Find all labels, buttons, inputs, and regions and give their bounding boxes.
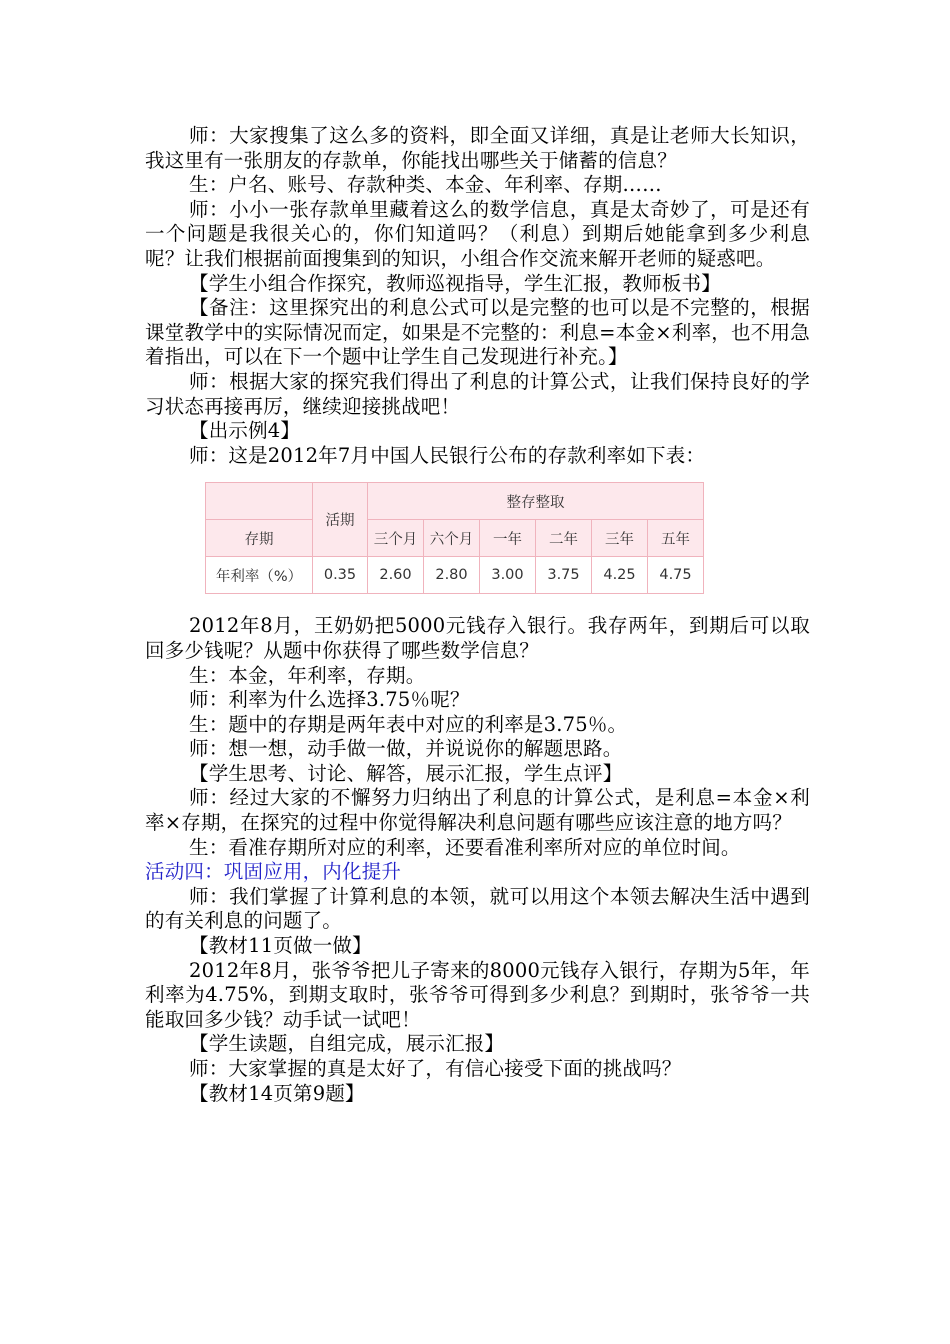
paragraph: 生：看准存期所对应的利率，还要看准利率所对应的单位时间。 (189, 835, 741, 859)
term-label: 存期 (206, 520, 313, 557)
paragraph: 师：我们掌握了计算利息的本领，就可以用这个本领去解决生活中遇到的有关利息的问题了。 (145, 884, 810, 933)
paragraph: 师：利率为什么选择3.75％呢？ (189, 688, 470, 712)
huoqi-rate-cell: 0.35 (313, 557, 368, 594)
section-heading: 活动四：巩固应用，内化提升 (145, 860, 402, 884)
paragraphs-bottom (145, 614, 810, 1106)
term-cell: 二年 (536, 520, 592, 557)
paragraph: 【学生思考、讨论、解答，展示汇报，学生点评】 (189, 761, 623, 785)
huoqi-header: 活期 (313, 483, 368, 557)
paragraph: 师：想一想，动手做一做，并说说你的解题思路。 (189, 737, 623, 761)
paragraph: 【出示例4】 (189, 419, 301, 443)
term-cell: 六个月 (424, 520, 480, 557)
term-cell: 五年 (648, 520, 704, 557)
paragraph: 师：大家掌握的真是太好了，有信心接受下面的挑战吗？ (189, 1057, 682, 1080)
paragraph: 生：题中的存期是两年表中对应的利率是3.75％。 (189, 712, 628, 736)
paragraph: 【学生读题，自组完成，展示汇报】 (189, 1032, 505, 1056)
term-cell: 一年 (480, 520, 536, 557)
paragraph: 师：小小一张存款单里藏着这么的数学信息，真是太奇妙了，可是还有一个问题是我很关心的，你们知道吗？（利息）到期后她能拿到多少利息呢？让我们根据前面搜集到的知识，小组合作交流来解开老师的疑惑吧。 (145, 197, 810, 270)
rate-cell: 4.25 (592, 557, 648, 594)
paragraph: 生：户名、账号、存款种类、本金、年利率、存期…… (189, 173, 662, 197)
paragraph: 【备注：这里探究出的利息公式可以是完整的也可以是不完整的，根据课堂教学中的实际情况而定，如果是不完整的：利息=本金×利率，也不用急着指出，可以在下一个题中让学生自己发现进行补充。】 (145, 296, 810, 369)
paragraph: 师：根据大家的探究我们得出了利息的计算公式，让我们保持良好的学习状态再接再厉，继续迎接挑战吧！ (145, 369, 810, 418)
term-cell: 三个月 (368, 520, 424, 557)
paragraph: 【教材11页做一做】 (189, 934, 372, 958)
rate-cell: 3.75 (536, 557, 592, 594)
table-rate-row (206, 557, 704, 594)
paragraph: 师：大家搜集了这么多的资料，即全面又详细，真是让老师大长知识，我这里有一张朋友的存款单，你能找出哪些关于储蓄的信息？ (145, 124, 810, 172)
paragraph: 2012年8月，王奶奶把5000元钱存入银行。我存两年，到期后可以取回多少钱呢？从题中你获得了哪些数学信息？ (145, 614, 810, 662)
interest-rate-table (205, 482, 704, 594)
paragraph: 【学生小组合作探究，教师巡视指导，学生汇报，教师板书】 (189, 271, 721, 295)
paragraph: 师：经过大家的不懈努力归纳出了利息的计算公式，是利息=本金×利率×存期，在探究的过程中你觉得解决利息问题有哪些应该注意的地方吗？ (145, 786, 810, 835)
table-corner-cell (206, 483, 313, 520)
term-cell: 三年 (592, 520, 648, 557)
rate-table-wrapper (205, 482, 810, 594)
paragraph: 师：这是2012年7月中国人民银行公布的存款利率如下表： (189, 443, 706, 467)
rate-cell: 4.75 (648, 557, 704, 594)
rate-cell: 3.00 (480, 557, 536, 594)
paragraph: 【教材14页第9题】 (189, 1081, 365, 1105)
rate-label: 年利率（%） (206, 557, 313, 594)
rate-cell: 2.60 (368, 557, 424, 594)
table-term-row (206, 520, 704, 557)
table-header-row (206, 483, 704, 520)
paragraph: 2012年8月，张爷爷把儿子寄来的8000元钱存入银行，存期为5年，年利率为4.75%，到期支取时，张爷爷可得到多少利息？到期时，张爷爷一共能取回多少钱？动手试一试吧！ (145, 958, 810, 1031)
paragraphs-top (145, 124, 810, 468)
zhengcun-header: 整存整取 (368, 483, 704, 520)
document-body (145, 124, 810, 1106)
rate-cell: 2.80 (424, 557, 480, 594)
paragraph: 生：本金，年利率，存期。 (189, 663, 426, 687)
